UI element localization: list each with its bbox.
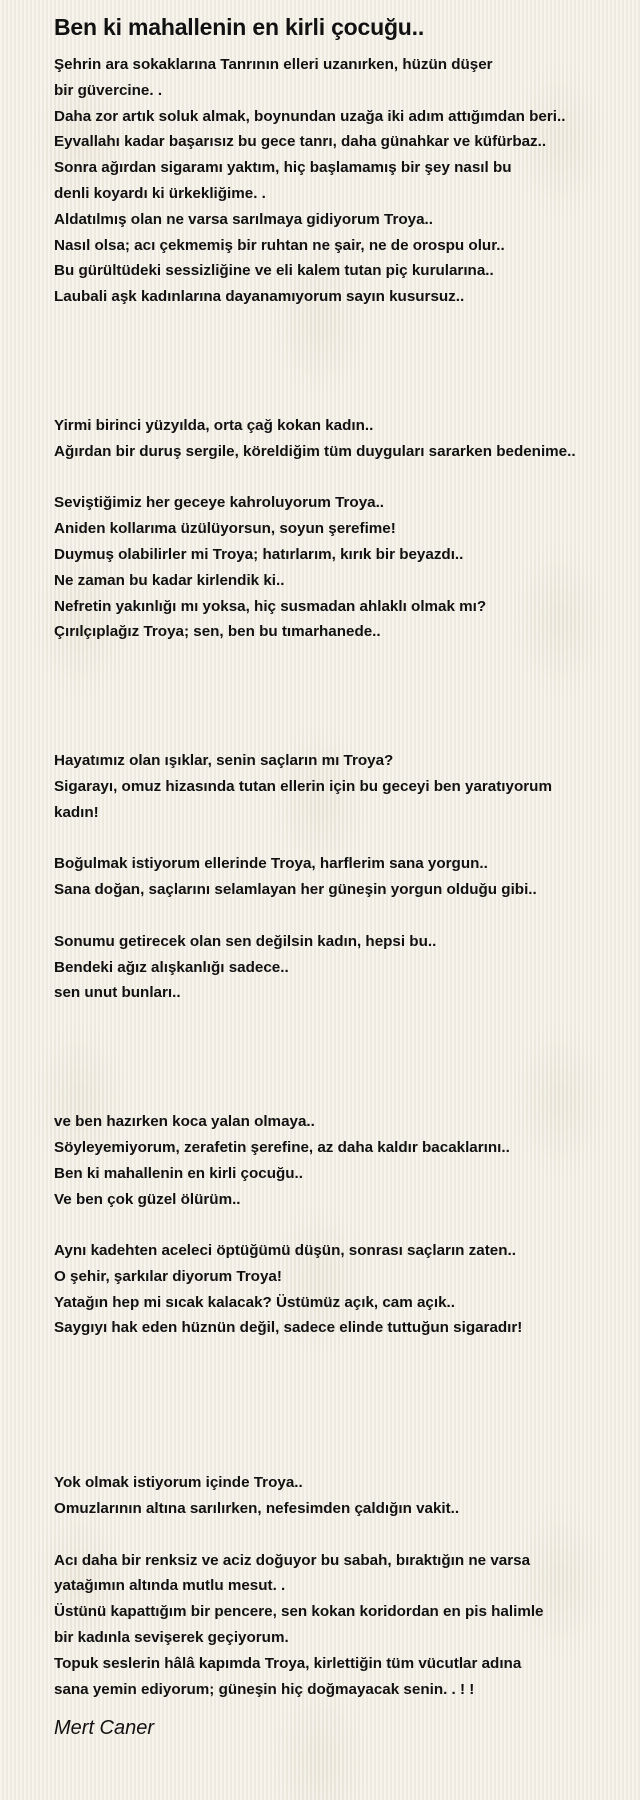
- section-spacer: [54, 310, 620, 413]
- poem-line: denli koyardı ki ürkekliğime. .: [54, 184, 266, 202]
- stanza: [54, 1548, 620, 1703]
- stanza: [54, 1238, 620, 1341]
- section-spacer: [54, 1006, 620, 1109]
- poem-line: Ne zaman bu kadar kirlendik ki..: [54, 571, 285, 589]
- stanza-spacer: [54, 1212, 620, 1238]
- poem-line: Laubali aşk kadınlarına dayanamıyorum sayın kusursuz..: [54, 288, 465, 306]
- stanza: [54, 1470, 620, 1522]
- stanza: [54, 1109, 620, 1212]
- stanza: [54, 490, 620, 645]
- section-spacer: [54, 645, 620, 748]
- poem-line: Üstünü kapattığım bir pencere, sen kokan koridordan en pis halimle: [54, 1603, 544, 1621]
- poem-body: [54, 52, 620, 1702]
- section-spacer: [54, 1341, 620, 1470]
- poem-line: Daha zor artık soluk almak, boynundan uzağa iki adım attığımdan beri..: [54, 107, 566, 125]
- poem-line: bir güvercine. .: [54, 81, 163, 99]
- poem-title: Ben ki mahallenin en kirli çocuğu..: [54, 14, 425, 40]
- poem-line: Seviştiğimiz her geceye kahroluyorum Troya..: [54, 494, 385, 512]
- poem-line: Ve ben çok güzel ölürüm..: [54, 1190, 241, 1208]
- poem-line: Aynı kadehten aceleci öptüğümü düşün, sonrası saçların zaten..: [54, 1242, 516, 1260]
- poem-line: Sonra ağırdan sigaramı yaktım, hiç başlamamış bir şey nasıl bu: [54, 159, 512, 177]
- poem-line: Aniden kollarıma üzülüyorsun, soyun şerefime!: [54, 520, 396, 538]
- stanza-spacer: [54, 1522, 620, 1548]
- poem-line: Söyleyemiyorum, zerafetin şerefine, az daha kaldır bacaklarını..: [54, 1138, 510, 1156]
- poem-line: ve ben hazırken koca yalan olmaya..: [54, 1113, 315, 1131]
- poem-line: Bendeki ağız alışkanlığı sadece..: [54, 958, 289, 976]
- stanza: [54, 748, 620, 825]
- poem-line: Ağırdan bir duruş sergile, köreldiğim tüm duyguları sararken bedenime..: [54, 442, 576, 460]
- poem-line: Duymuş olabilirler mi Troya; hatırlarım, kırık bir beyazdı..: [54, 545, 464, 563]
- poem-line: Omuzlarının altına sarılırken, nefesimden çaldığın vakit..: [54, 1500, 460, 1518]
- poem-line: Boğulmak istiyorum ellerinde Troya, harflerim sana yorgun..: [54, 855, 488, 873]
- stanza: [54, 929, 620, 1006]
- poem-line: sana yemin ediyorum; güneşin hiç doğmayacak senin. . ! !: [54, 1680, 475, 1698]
- poem-line: Aldatılmış olan ne varsa sarılmaya gidiyorum Troya..: [54, 210, 433, 228]
- poem-line: Yok olmak istiyorum içinde Troya..: [54, 1474, 303, 1492]
- stanza: [54, 52, 620, 310]
- poem-line: Acı daha bir renksiz ve aciz doğuyor bu sabah, bıraktığın ne varsa: [54, 1551, 531, 1569]
- poem-line: Çırılçıplağız Troya; sen, ben bu tımarhanede..: [54, 623, 381, 641]
- author-name: Mert Caner: [54, 1717, 155, 1740]
- poem-line: Yirmi birinci yüzyılda, orta çağ kokan kadın..: [54, 416, 374, 434]
- poem-line: Topuk seslerin hâlâ kapımda Troya, kirlettiğin tüm vücutlar adına: [54, 1654, 522, 1672]
- poem-line: bir kadınla sevişerek geçiyorum.: [54, 1629, 289, 1647]
- poem-line: Şehrin ara sokaklarına Tanrının elleri uzanırken, hüzün düşer: [54, 56, 493, 73]
- stanza-spacer: [54, 903, 620, 929]
- poem-line: Nefretin yakınlığı mı yoksa, hiç susmadan ahlaklı olmak mı?: [54, 597, 487, 615]
- poem-line: sen unut bunları..: [54, 984, 181, 1002]
- poem-line: kadın!: [54, 803, 99, 821]
- poem-line: yatağımın altında mutlu mesut. .: [54, 1577, 286, 1595]
- poem-line: O şehir, şarkılar diyorum Troya!: [54, 1267, 282, 1285]
- poem-line: Saygıyı hak eden hüznün değil, sadece elinde tuttuğun sigaradır!: [54, 1319, 523, 1337]
- poem-line: Hayatımız olan ışıklar, senin saçların mı Troya?: [54, 752, 394, 770]
- poem-line: Yatağın hep mi sıcak kalacak? Üstümüz açık, cam açık..: [54, 1293, 455, 1311]
- poem-line: Eyvallahı kadar başarısız bu gece tanrı, daha günahkar ve küfürbaz..: [54, 133, 547, 151]
- stanza-spacer: [54, 826, 620, 852]
- stanza-spacer: [54, 465, 620, 491]
- poem-line: Nasıl olsa; acı çekmemiş bir ruhtan ne şair, ne de orospu olur..: [54, 236, 505, 254]
- stanza: [54, 413, 620, 465]
- poem-line: Bu gürültüdeki sessizliğine ve eli kalem tutan piç kurularına..: [54, 262, 494, 280]
- poem-line: Ben ki mahallenin en kirli çocuğu..: [54, 1164, 303, 1182]
- poem-line: Sigarayı, omuz hizasında tutan ellerin için bu geceyi ben yaratıyorum: [54, 777, 552, 795]
- stanza: [54, 851, 620, 903]
- poem-line: Sana doğan, saçlarını selamlayan her güneşin yorgun olduğu gibi..: [54, 881, 537, 899]
- poem-line: Sonumu getirecek olan sen değilsin kadın, hepsi bu..: [54, 932, 437, 950]
